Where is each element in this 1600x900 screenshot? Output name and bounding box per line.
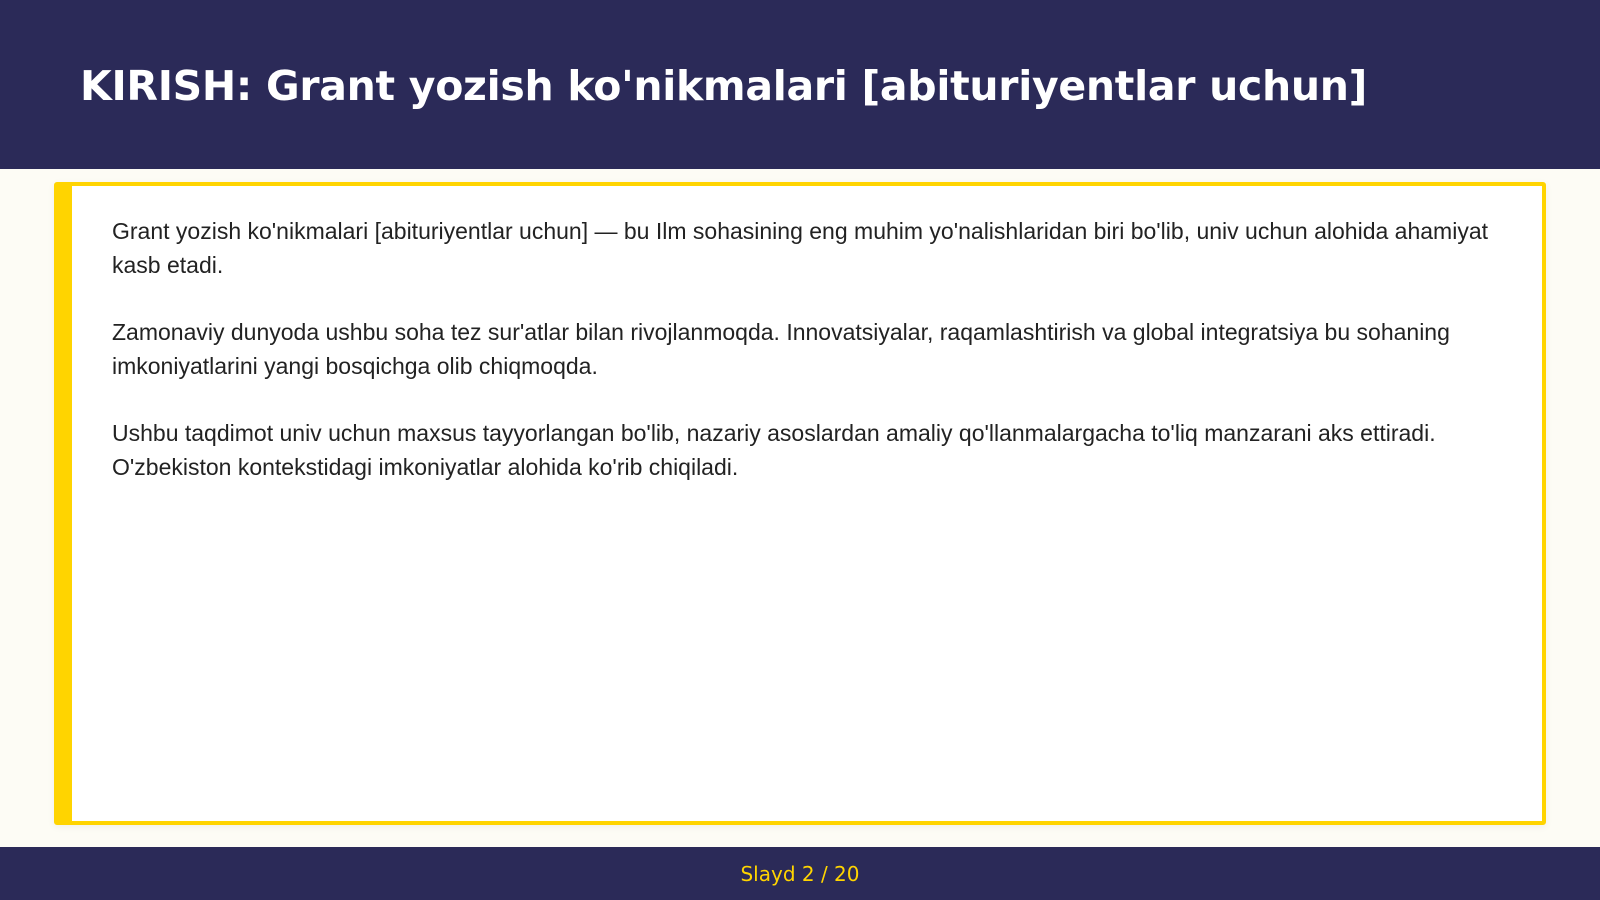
slide-counter: Slayd 2 / 20 (740, 861, 860, 886)
paragraph-presentation-scope: Ushbu taqdimot univ uchun maxsus tayyorlangan bo'lib, nazariy asoslardan amaliy qo'llanmalargacha to'liq manzarani aks ettiradi. O'zbekiston kontekstidagi imkoniyatlar alohida ko'rib chiqiladi. (112, 420, 1436, 480)
slide-title: KIRISH: Grant yozish ko'nikmalari [abituriyentlar uchun] (80, 62, 1368, 110)
paragraph-modern-world: Zamonaviy dunyoda ushbu soha tez sur'atlar bilan rivojlanmoqda. Innovatsiyalar, raqamlashtirish va global integratsiya bu sohaning imkoniyatlarini yangi bosqichga olib chiqmoqda. (112, 319, 1450, 379)
paragraph-intro: Grant yozish ko'nikmalari [abituriyentlar uchun] — bu Ilm sohasining eng muhim yo'nalishlaridan biri bo'lib, univ uchun alohida ahamiyat kasb etadi. (112, 218, 1489, 278)
content-card (54, 182, 1546, 825)
slide-footer (0, 847, 1600, 900)
slide-header (0, 0, 1600, 169)
content-body (112, 214, 1512, 517)
